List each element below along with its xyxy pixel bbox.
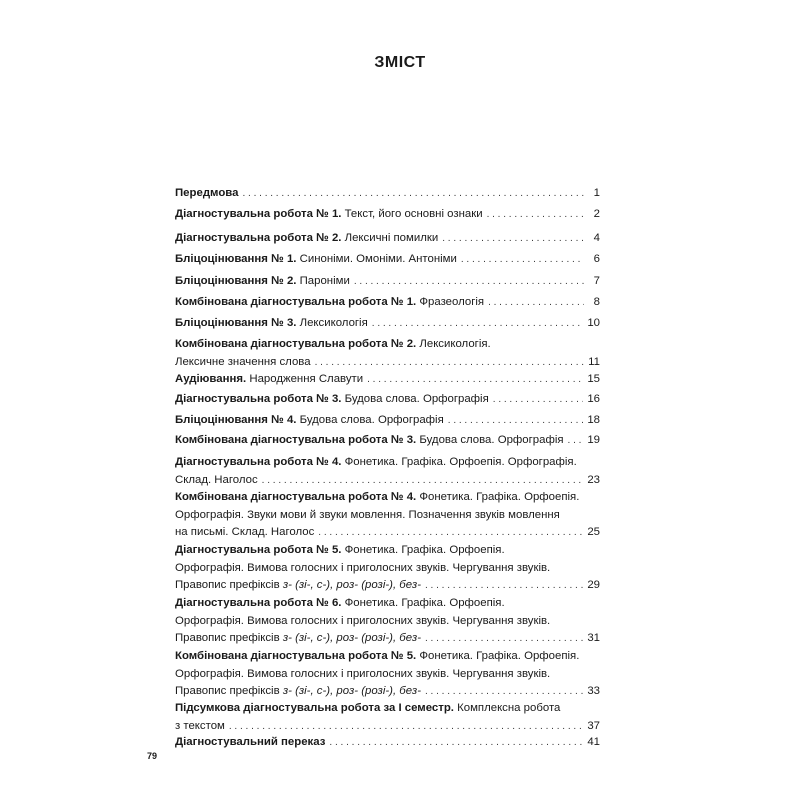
entry-text: Фонетика. Графіка. Орфоепія. [341,544,505,556]
entry-page: 16 [587,393,600,405]
entry-text: Текст, його основні ознаки [341,208,483,220]
entry-page: 23 [587,473,600,486]
entry-text-line2: Орфографія. Вимова голосних і приголосних звуків. Чергування звуків. [175,561,551,574]
toc-entry[interactable] [175,315,600,333]
entry-page: 33 [587,685,600,697]
dot-leader [425,683,583,701]
dot-leader [262,472,584,490]
entry-page: 4 [593,232,600,244]
dot-leader [372,315,584,333]
toc-entry[interactable] [175,432,600,450]
entry-page: 29 [587,579,600,591]
entry-heading: Діагностувальний переказ [175,736,326,748]
toc-entry[interactable] [175,251,600,269]
entry-heading: Діагностувальна робота № 1. [175,208,342,220]
toc-entry[interactable] [175,700,600,735]
entry-text: Народження Славути [246,373,364,385]
entry-heading: Комбінована діагностувальна робота № 3. [175,434,417,446]
entry-text: Синоніми. Омоніми. Антоніми [296,253,457,265]
entry-heading: Діагностувальна робота № 2. [175,232,342,244]
entry-text: Будова слова. Орфографія [341,393,489,405]
entry-text: Фонетика. Графіка. Орфоепія. [341,597,505,609]
entry-heading: Комбінована діагностувальна робота № 1. [175,296,417,308]
entry-page: 31 [587,632,600,644]
dot-leader [461,251,584,269]
entry-text: Фонетика. Графіка. Орфоепія. [416,650,580,662]
dot-leader [448,412,584,430]
entry-page: 2 [593,208,600,220]
toc-entry[interactable] [175,648,600,701]
entry-heading: Бліцоцінювання № 1. [175,253,297,265]
dot-leader [442,230,584,248]
entry-heading: Діагностувальна робота № 3. [175,393,342,405]
toc-entry[interactable] [175,489,600,542]
dot-leader [329,734,583,752]
entry-heading: Бліцоцінювання № 4. [175,414,297,426]
dot-leader [315,354,584,372]
toc-entry[interactable] [175,734,600,752]
entry-text: Фразеологія [416,296,485,308]
entry-text: Фонетика. Графіка. Орфоепія. [416,491,580,503]
entry-heading: Діагностувальна робота № 5. [175,544,342,556]
page-title: ЗМІСТ [374,54,426,71]
entry-page: 11 [588,355,600,368]
entry-text-line2: Склад. Наголос [175,473,258,486]
page-number: 79 [147,751,158,761]
entry-text: Пароніми [296,275,350,287]
entry-heading: Комбінована діагностувальна робота № 4. [175,491,417,503]
toc-entry[interactable] [175,206,600,224]
entry-page: 25 [587,526,600,538]
entry-text-line3: Правопис префіксів [175,685,283,697]
entry-text: Будова слова. Орфографія [296,414,444,426]
toc-entry[interactable] [175,595,600,648]
entry-page: 41 [587,736,600,748]
entry-text: Будова слова. Орфографія [416,434,564,446]
toc-entry[interactable] [175,230,600,248]
entry-heading: Бліцоцінювання № 2. [175,275,297,287]
entry-text-italic: з- (зі-, с-), роз- (розі-), без- [282,579,421,591]
entry-heading: Бліцоцінювання № 3. [175,317,297,329]
toc-entry[interactable] [175,542,600,595]
entry-text-line2: Орфографія. Вимова голосних і приголосних звуків. Чергування звуків. [175,614,551,627]
entry-page: 37 [587,719,600,732]
toc-entry[interactable] [175,294,600,312]
entry-page: 19 [587,434,600,446]
entry-page: 18 [587,414,600,426]
dot-leader [425,630,583,648]
toc-entry[interactable] [175,336,600,371]
dot-leader [367,371,583,389]
dot-leader [425,577,583,595]
entry-page: 7 [593,275,600,287]
entry-heading: Підсумкова діагностувальна робота за І семестр. [175,702,454,714]
entry-heading: Передмова [175,187,239,199]
entry-heading: Діагностувальна робота № 6. [175,597,342,609]
dot-leader [487,206,584,224]
entry-page: 8 [593,296,600,308]
entry-text-line2: Орфографія. Вимова голосних і приголосних звуків. Чергування звуків. [175,667,551,680]
entry-text-line2: Орфографія. Звуки мови й звуки мовлення. Позначення звуків мовлення [175,508,560,521]
entry-text-line2: з текстом [175,719,225,732]
dot-leader [568,432,584,450]
entry-heading: Діагностувальна робота № 4. [175,456,342,468]
entry-page: 1 [593,187,600,199]
dot-leader [493,391,584,409]
entry-text: Комплексна робота [453,702,561,714]
entry-text: Фонетика. Графіка. Орфоепія. Орфографія. [341,456,577,468]
dot-leader [488,294,584,312]
toc-entry[interactable] [175,454,600,489]
entry-heading: Аудіювання. [175,373,247,385]
entry-text-line3: Правопис префіксів [175,632,283,644]
dot-leader [229,718,583,736]
toc-entry[interactable] [175,391,600,409]
dot-leader [354,273,584,291]
dot-leader [318,524,583,542]
entry-text: Лексикологія [296,317,368,329]
dot-leader [242,185,584,203]
entry-heading: Комбінована діагностувальна робота № 5. [175,650,417,662]
entry-text-italic: з- (зі-, с-), роз- (розі-), без- [282,685,421,697]
entry-text-italic: з- (зі-, с-), роз- (розі-), без- [282,632,421,644]
entry-heading: Комбінована діагностувальна робота № 2. [175,338,417,350]
toc-entry[interactable] [175,412,600,430]
entry-text: Лексикологія. [416,338,491,350]
entry-text-line3: Правопис префіксів [175,579,283,591]
toc-entry[interactable] [175,371,600,389]
toc-entry[interactable] [175,185,600,203]
toc-entry[interactable] [175,273,600,291]
entry-text-line3: на письмі. Склад. Наголос [175,526,315,538]
entry-page: 15 [587,373,600,385]
entry-page: 6 [593,253,600,265]
entry-page: 10 [587,317,600,329]
entry-text-line2: Лексичне значення слова [175,355,311,368]
entry-text: Лексичні помилки [341,232,439,244]
